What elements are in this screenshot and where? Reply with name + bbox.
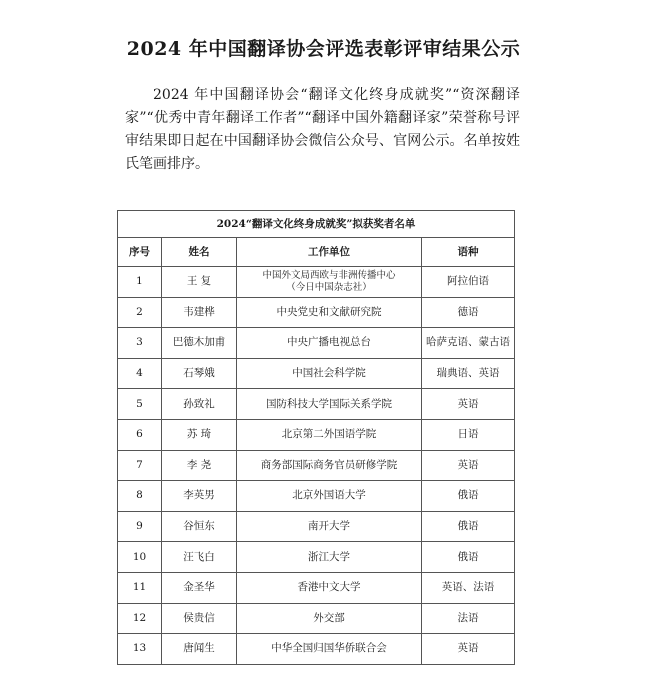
header-unit: 工作单位 <box>237 238 422 267</box>
table-row <box>118 511 515 542</box>
cell-no: 10 <box>118 542 162 573</box>
table-row <box>118 389 515 420</box>
cell-no: 12 <box>118 603 162 634</box>
cell-name: 金圣华 <box>162 572 237 603</box>
cell-language: 英语 <box>422 450 515 481</box>
cell-language: 日语 <box>422 419 515 450</box>
cell-unit: 外交部 <box>237 603 422 634</box>
cell-language: 俄语 <box>422 542 515 573</box>
cell-language: 瑞典语、英语 <box>422 358 515 389</box>
cell-name: 谷恒东 <box>162 511 237 542</box>
table-row <box>118 481 515 512</box>
cell-language: 英语、法语 <box>422 572 515 603</box>
cell-language: 德语 <box>422 297 515 328</box>
cell-language: 阿拉伯语 <box>422 267 515 298</box>
cell-unit: 中央党史和文献研究院 <box>237 297 422 328</box>
cell-no: 6 <box>118 419 162 450</box>
cell-no: 5 <box>118 389 162 420</box>
intro-paragraph: 2024 年中国翻译协会“翻译文化终身成就奖”“资深翻译家”“优秀中青年翻译工作者”“翻译中国外籍翻译家”荣誉称号评审结果即日起在中国翻译协会微信公众号、官网公示。名单按姓氏笔画排序。 <box>125 87 520 172</box>
cell-no: 4 <box>118 358 162 389</box>
table-row <box>118 450 515 481</box>
cell-no: 13 <box>118 634 162 665</box>
table-row <box>118 328 515 359</box>
table-row <box>118 358 515 389</box>
cell-name: 石琴娥 <box>162 358 237 389</box>
table-row <box>118 572 515 603</box>
cell-name: 韦建桦 <box>162 297 237 328</box>
cell-no: 3 <box>118 328 162 359</box>
cell-unit: 中央广播电视总台 <box>237 328 422 359</box>
table-row <box>118 267 515 298</box>
cell-no: 2 <box>118 297 162 328</box>
table-header-row <box>118 238 515 267</box>
cell-unit <box>237 267 422 298</box>
cell-language: 俄语 <box>422 481 515 512</box>
cell-unit-line1: 中国外文局西欧与非洲传播中心 <box>262 269 396 281</box>
cell-unit: 国防科技大学国际关系学院 <box>237 389 422 420</box>
cell-unit: 香港中文大学 <box>237 572 422 603</box>
table-row <box>118 542 515 573</box>
cell-name: 巴德木加甫 <box>162 328 237 359</box>
cell-name: 唐闻生 <box>162 634 237 665</box>
cell-no: 9 <box>118 511 162 542</box>
cell-language: 英语 <box>422 634 515 665</box>
header-name: 姓名 <box>162 238 237 267</box>
cell-unit: 中国社会科学院 <box>237 358 422 389</box>
table-row <box>118 419 515 450</box>
cell-no: 11 <box>118 572 162 603</box>
cell-name: 侯贵信 <box>162 603 237 634</box>
cell-unit: 浙江大学 <box>237 542 422 573</box>
cell-unit: 北京外国语大学 <box>237 481 422 512</box>
cell-no: 1 <box>118 267 162 298</box>
cell-language: 哈萨克语、蒙古语 <box>422 328 515 359</box>
cell-name: 李 尧 <box>162 450 237 481</box>
cell-name: 汪飞白 <box>162 542 237 573</box>
awardee-table <box>117 210 515 665</box>
cell-name: 孙致礼 <box>162 389 237 420</box>
header-no: 序号 <box>118 238 162 267</box>
cell-name: 苏 琦 <box>162 419 237 450</box>
cell-unit: 北京第二外国语学院 <box>237 419 422 450</box>
page-title: 2024 年中国翻译协会评选表彰评审结果公示 <box>126 38 521 60</box>
table-body <box>118 267 515 665</box>
table-row <box>118 297 515 328</box>
cell-name: 李英男 <box>162 481 237 512</box>
cell-language: 英语 <box>422 389 515 420</box>
cell-unit: 南开大学 <box>237 511 422 542</box>
cell-unit-line2: （今日中国杂志社） <box>286 281 372 293</box>
header-language: 语种 <box>422 238 515 267</box>
cell-language: 法语 <box>422 603 515 634</box>
cell-name: 王 复 <box>162 267 237 298</box>
table-row <box>118 603 515 634</box>
cell-no: 8 <box>118 481 162 512</box>
cell-unit: 中华全国归国华侨联合会 <box>237 634 422 665</box>
cell-unit: 商务部国际商务官员研修学院 <box>237 450 422 481</box>
table-caption: 2024“翻译文化终身成就奖”拟获奖者名单 <box>118 211 515 238</box>
cell-language: 俄语 <box>422 511 515 542</box>
cell-no: 7 <box>118 450 162 481</box>
table-row <box>118 634 515 665</box>
